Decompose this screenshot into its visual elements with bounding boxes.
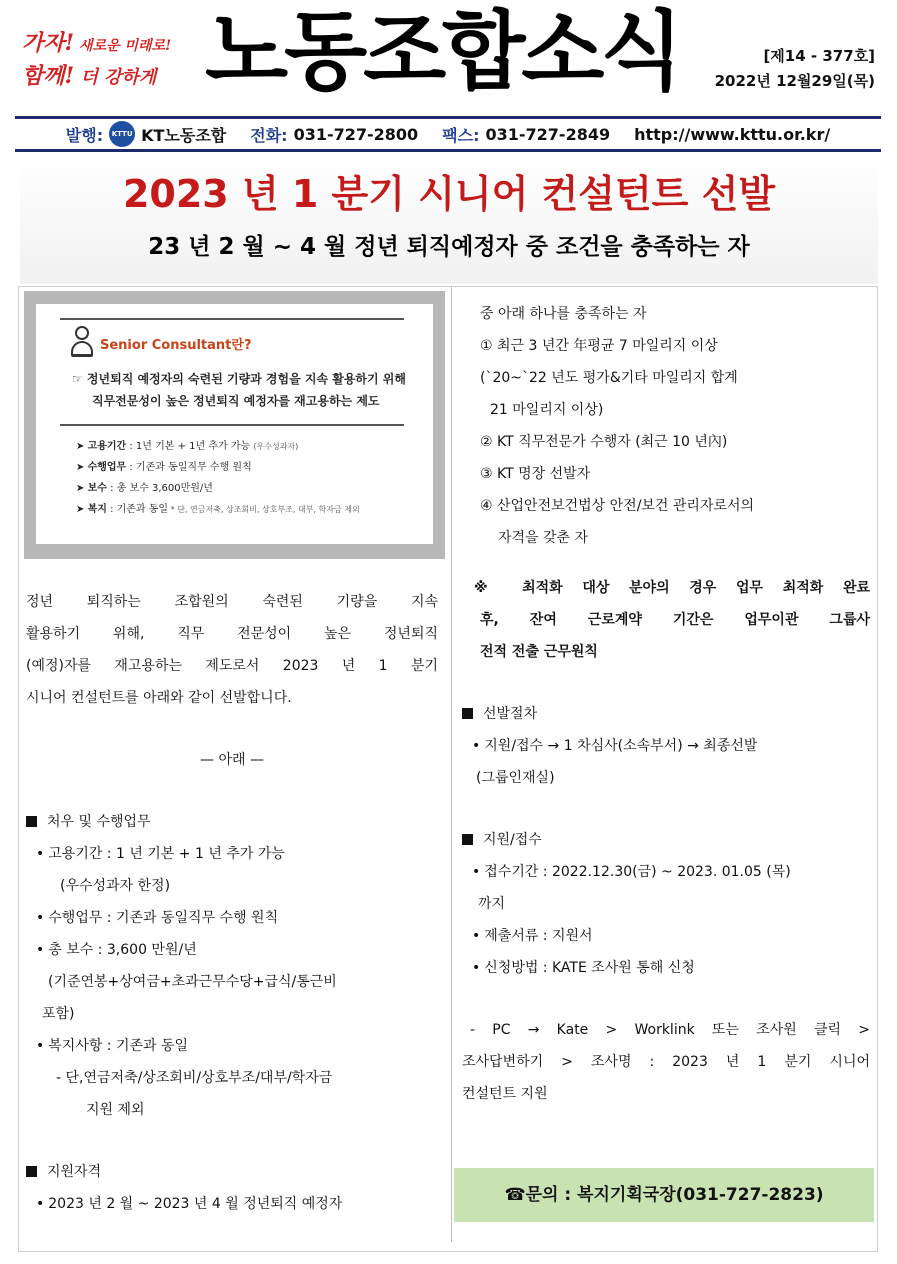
criteria-line: 중 아래 하나를 충족하는 자: [480, 306, 647, 322]
path-line: 컨설턴트 지원: [462, 1086, 548, 1102]
list-item: • 복지사항 : 기존과 동일: [26, 1030, 438, 1062]
list-item: • 제출서류 : 지원서: [462, 920, 870, 952]
masthead-title: 노동조합소식: [205, 2, 680, 102]
list-item: 까지: [478, 896, 506, 912]
criteria-line: ① 최근 3 년간 年평균 7 마일리지 이상: [480, 338, 718, 354]
list-item: • 수행업무 : 기존과 동일직무 수행 원칙: [26, 902, 438, 934]
list-item: (우수성과자 한정): [60, 878, 171, 894]
list-item: ➤ 고용기간 : 1년 기본 + 1년 추가 가능 (우수성과자): [76, 441, 299, 452]
subheadline: 23 년 2 월 ~ 4 월 정년 퇴직예정자 중 조건을 충족하는 자: [148, 234, 750, 260]
intro-line: 정년 퇴직하는 조합원의 숙련된 기량을 지속: [26, 594, 438, 610]
list-item: (기준연봉+상여금+초과근무수당+급식/통근비: [48, 974, 337, 990]
slogan-line2-big: 함께!: [22, 63, 75, 89]
fax-number: 031-727-2849: [485, 124, 611, 144]
list-item: ➤ 보수 : 총 보수 3,600만원/년: [76, 483, 213, 494]
criteria-line: ④ 산업안전보건법상 안전/보건 관리자로서의: [480, 498, 755, 514]
headline: 2023 년 1 분기 시니어 컨설턴트 선발: [122, 172, 776, 216]
list-item: • 접수기간 : 2022.12.30(금) ~ 2023. 01.05 (목): [462, 856, 870, 888]
headline-box: [20, 158, 878, 284]
list-item: ➤ 수행업무 : 기존과 동일직무 수행 원칙: [76, 462, 252, 473]
criteria-line: ② KT 직무전문가 수행자 (최근 10 년內): [480, 434, 728, 450]
publisher-label: 발행:: [65, 125, 104, 145]
phone-number: 031-727-2800: [293, 124, 419, 144]
list-item: • 신청방법 : KATE 조사원 통해 신청: [462, 952, 870, 984]
phone-label: 전화:: [250, 125, 288, 145]
contact-box: ☎문의 : 복지기획국장(031-727-2823): [454, 1168, 874, 1222]
website-link[interactable]: http://www.kttu.or.kr/: [634, 124, 831, 144]
intro-line: (예정)자를 재고용하는 제도로서 2023 년 1 분기: [26, 658, 438, 674]
senior-consultant-title: Senior Consultant란?: [100, 338, 252, 353]
section-treatment-title: 처우 및 수행업무: [26, 806, 438, 838]
optimization-note: 전적 전출 근무원칙: [480, 644, 598, 660]
section-process-title: 선발절차: [462, 698, 870, 730]
criteria-line: (`20~`22 년도 평가&기타 마일리지 합계: [480, 370, 738, 386]
image-mid-rule: [60, 424, 404, 426]
list-item: • 2023 년 2 월 ~ 2023 년 4 월 정년퇴직 예정자: [26, 1188, 438, 1220]
desc-line-2: 직무전문성이 높은 정년퇴직 예정자를 재고용하는 제도: [92, 394, 380, 408]
issue-info: [715, 44, 875, 94]
list-item: • 지원/접수 → 1 차심사(소속부서) → 최종선발: [462, 730, 870, 762]
list-item: • 고용기간 : 1 년 기본 + 1 년 추가 가능: [26, 838, 438, 870]
section-apply-title: 지원/접수: [462, 824, 870, 856]
optimization-note: ※ 최적화 대상 분야의 경우 업무 최적화 완료: [474, 580, 870, 596]
intro-line: 시니어 컨설턴트를 아래와 같이 선발합니다.: [26, 690, 292, 706]
desc-line-1: ☞ 정년퇴직 예정자의 숙련된 기량과 경험을 지속 활용하기 위해: [72, 372, 406, 386]
left-column: [26, 586, 438, 1220]
issue-number: [제14 - 377호]: [763, 47, 875, 65]
person-icon: [70, 326, 94, 358]
publisher-org: KT노동조합: [141, 125, 227, 145]
kttu-logo-icon: KTTU: [109, 121, 135, 147]
path-line: - PC → Kate > Worklink 또는 조사원 클릭 >: [470, 1022, 870, 1038]
slogan-line1-big: 가자!: [22, 30, 75, 56]
list-item: ➤ 복지 : 기존과 동일 * 단, 연금저축, 상조회비, 상호부조, 대부, 학자금 제외: [76, 504, 360, 515]
publisher-bar: [15, 116, 881, 152]
slogan-line1-small: 새로운 미래로!: [74, 38, 172, 54]
right-column: [462, 298, 870, 1110]
criteria-line: 21 마일리지 이상): [490, 402, 604, 418]
fax-label: 팩스:: [442, 125, 480, 145]
issue-date: 2022년 12월29일(목): [714, 72, 875, 90]
intro-line: 활용하기 위해, 직무 전문성이 높은 정년퇴직: [26, 626, 438, 642]
list-item: - 단,연금저축/상조회비/상호부조/대부/학자금: [56, 1070, 333, 1086]
slogan: [22, 28, 202, 93]
senior-consultant-list: [76, 436, 426, 520]
below-label: — 아래 —: [200, 752, 264, 768]
criteria-line: 자격을 갖춘 자: [498, 530, 589, 546]
list-item: 포함): [42, 1006, 75, 1022]
section-eligibility-title: 지원자격: [26, 1156, 438, 1188]
list-item: 지원 제외: [86, 1102, 145, 1118]
image-top-rule: [60, 318, 404, 320]
optimization-note: 후, 잔여 근로계약 기간은 업무이관 그룹사: [480, 612, 870, 628]
list-item: • 총 보수 : 3,600 만원/년: [26, 934, 438, 966]
senior-consultant-desc: [72, 368, 432, 412]
path-line: 조사답변하기 > 조사명 : 2023 년 1 분기 시니어: [462, 1054, 870, 1070]
column-divider: [451, 286, 452, 1242]
criteria-line: ③ KT 명장 선발자: [480, 466, 591, 482]
list-item: (그룹인재실): [476, 770, 555, 786]
slogan-line2-small: 더 강하게: [74, 67, 157, 88]
